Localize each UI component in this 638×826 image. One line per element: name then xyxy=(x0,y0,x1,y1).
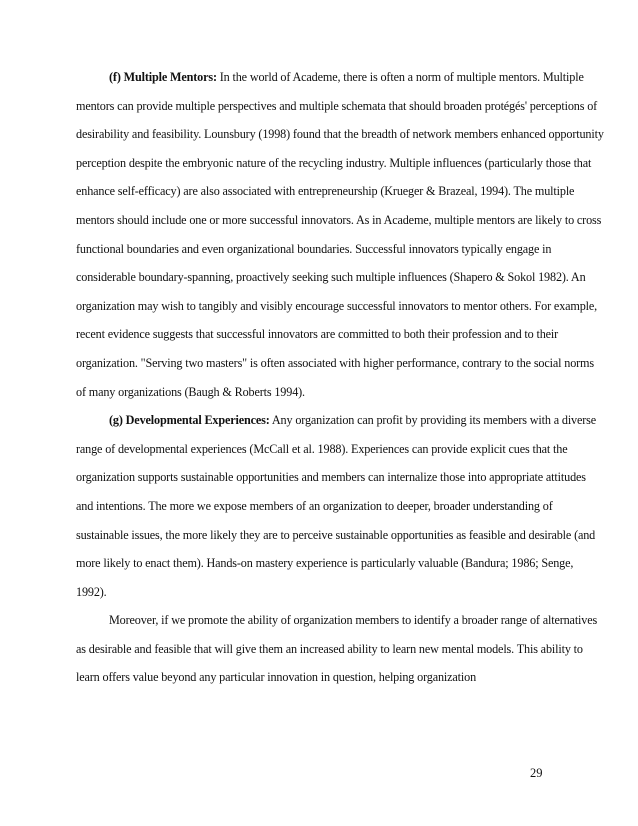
paragraph-moreover xyxy=(76,606,605,692)
section-heading-developmental-experiences: (g) Developmental Experiences: xyxy=(109,413,270,428)
page-number: 29 xyxy=(530,766,543,780)
paragraph-text: In the world of Academe, there is often a norm of multiple mentors. Multiple mentors can provide multiple perspectives and multiple schemata that should broaden protégés' perceptions of desirability and feasibility. Lounsbury (1998) found that the breadth of network members enhanced opportunity perception despite the embryonic nature of the recycling industry. Multiple influences (particularly those that enhance self-efficacy) are also associated with entrepreneurship (Krueger & Brazeal, 1994). The multiple mentors should include one or more successful innovators. As in Academe, multiple mentors are likely to cross functional boundaries and even organizational boundaries. Successful innovators typically engage in considerable boundary-spanning, proactively seeking such multiple influences (Shapero & Sokol 1982). An organization may wish to tangibly and visibly encourage successful innovators to mentor others. For example, recent evidence suggests that successful innovators are committed to both their profession and to their organization. "Serving two masters" is often associated with higher performance, contrary to the social norms of many organizations (Baugh & Roberts 1994). xyxy=(76,70,604,399)
paragraph-multiple-mentors xyxy=(76,63,605,406)
body-text xyxy=(76,63,605,692)
paragraph-text: Moreover, if we promote the ability of organization members to identify a broader range of alternatives as desirable and feasible that will give them an increased ability to learn new mental models. This ability to learn offers value beyond any particular innovation in question, helping organization xyxy=(76,613,598,685)
paragraph-developmental-experiences xyxy=(76,406,605,606)
section-heading-multiple-mentors: (f) Multiple Mentors: xyxy=(109,70,217,84)
paragraph-text: Any organization can profit by providing its members with a diverse range of developmental experiences (McCall et al. 1988). Experiences can provide explicit cues that the organization supports sustainable opportunities and members can internalize those into appropriate attitudes and intentions. The more we expose members of an organization to deeper, broader understanding of sustainable issues, the more likely they are to perceive sustainable opportunities as feasible and desirable (and more likely to enact them). Hands-on mastery experience is particularly valuable (Bandura; 1986; Senge, 1992). xyxy=(76,413,597,599)
